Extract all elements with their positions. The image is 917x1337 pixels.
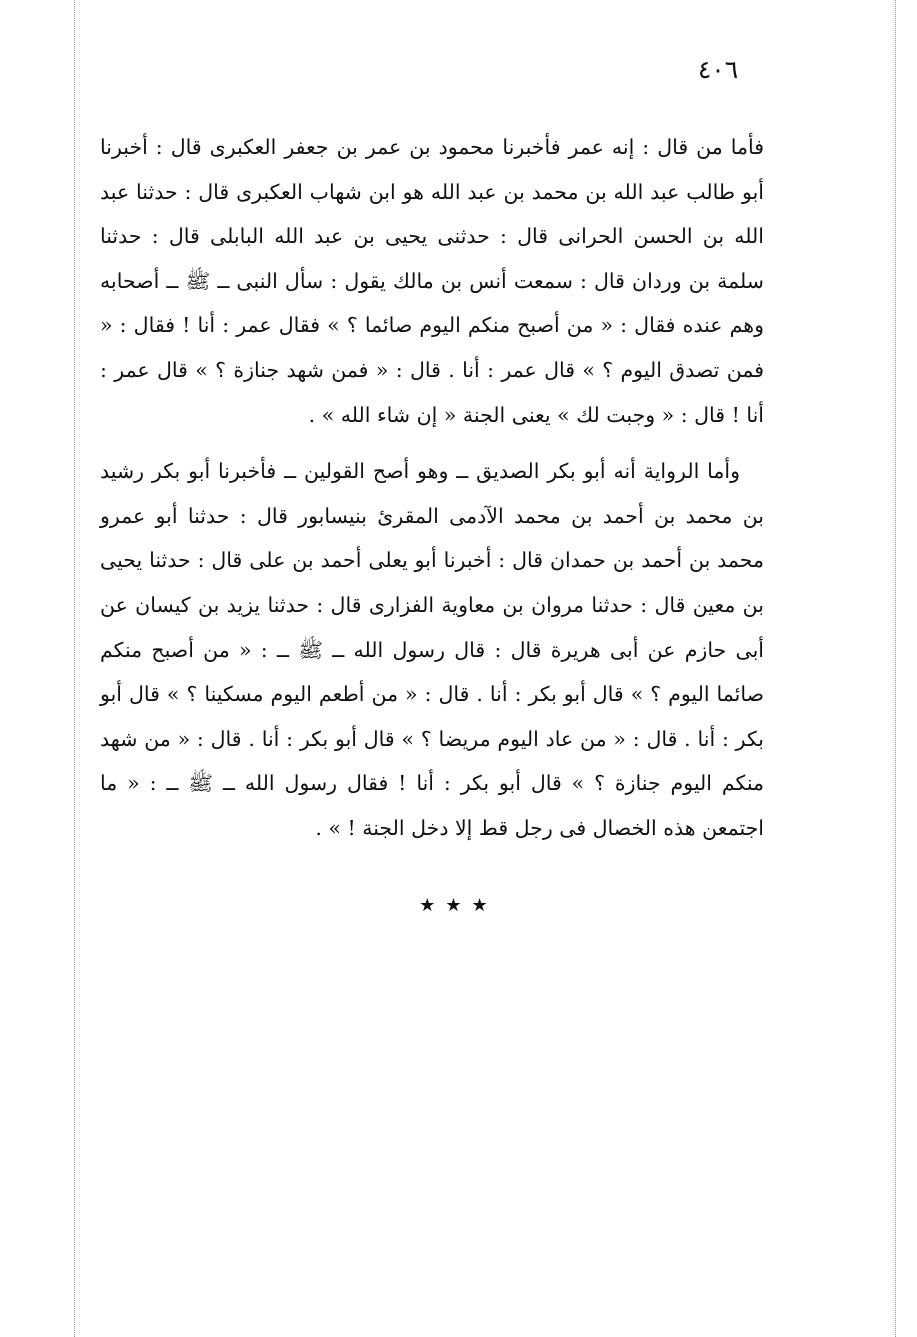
scan-edge-left — [74, 0, 77, 1337]
scan-edge-right — [895, 0, 898, 1337]
page-number: ٤٠٦ — [697, 55, 739, 84]
page-body — [100, 125, 764, 851]
paragraph-umar-narration: فأما من قال : إنه عمر فأخبرنا محمود بن عمر بن جعفر العكبرى قال : أخبرنا أبو طالب عبد الله بن محمد بن عبد الله هو ابن شهاب العكبرى قال : حدثنا عبد الله بن الحسن الحرانى قال : حدثنى يحيى بن عبد الله البابلى قال : حدثنا سلمة بن وردان قال : سمعت أنس بن مالك يقول : سأل النبى ــ ﷺ ــ أصحابه وهم عنده فقال : « من أصبح منكم اليوم صائما ؟ » فقال عمر : أنا ! فقال : « فمن تصدق اليوم ؟ » قال عمر : أنا . قال : « فمن شهد جنازة ؟ » قال عمر : أنا ! قال : « وجبت لك » يعنى الجنة « إن شاء الله » . — [100, 135, 764, 427]
paragraph-abu-bakr-narration: وأما الرواية أنه أبو بكر الصديق ــ وهو أصح القولين ــ فأخبرنا أبو بكر رشيد بن محمد بن أحمد بن محمد الآدمى المقرئ بنيسابور قال : حدثنا أبو عمرو محمد بن أحمد بن حمدان قال : أخبرنا أبو يعلى أحمد بن على قال : حدثنا يحيى بن معين قال : حدثنا مروان بن معاوية الفزارى قال : حدثنا يزيد بن كيسان عن أبى حازم عن أبى هريرة قال : قال رسول الله ــ ﷺ ــ : « من أصبح منكم صائما اليوم ؟ » قال أبو بكر : أنا . قال : « من أطعم اليوم مسكينا ؟ » قال أبو بكر : أنا . قال : « من عاد اليوم مريضا ؟ » قال أبو بكر : أنا . قال : « من شهد منكم اليوم جنازة ؟ » قال أبو بكر : أنا ! فقال رسول الله ــ ﷺ ــ : « ما اجتمعن هذه الخصال فى رجل قط إلا دخل الجنة ! » . — [100, 459, 764, 840]
section-separator-stars: ★★★ — [419, 895, 498, 916]
